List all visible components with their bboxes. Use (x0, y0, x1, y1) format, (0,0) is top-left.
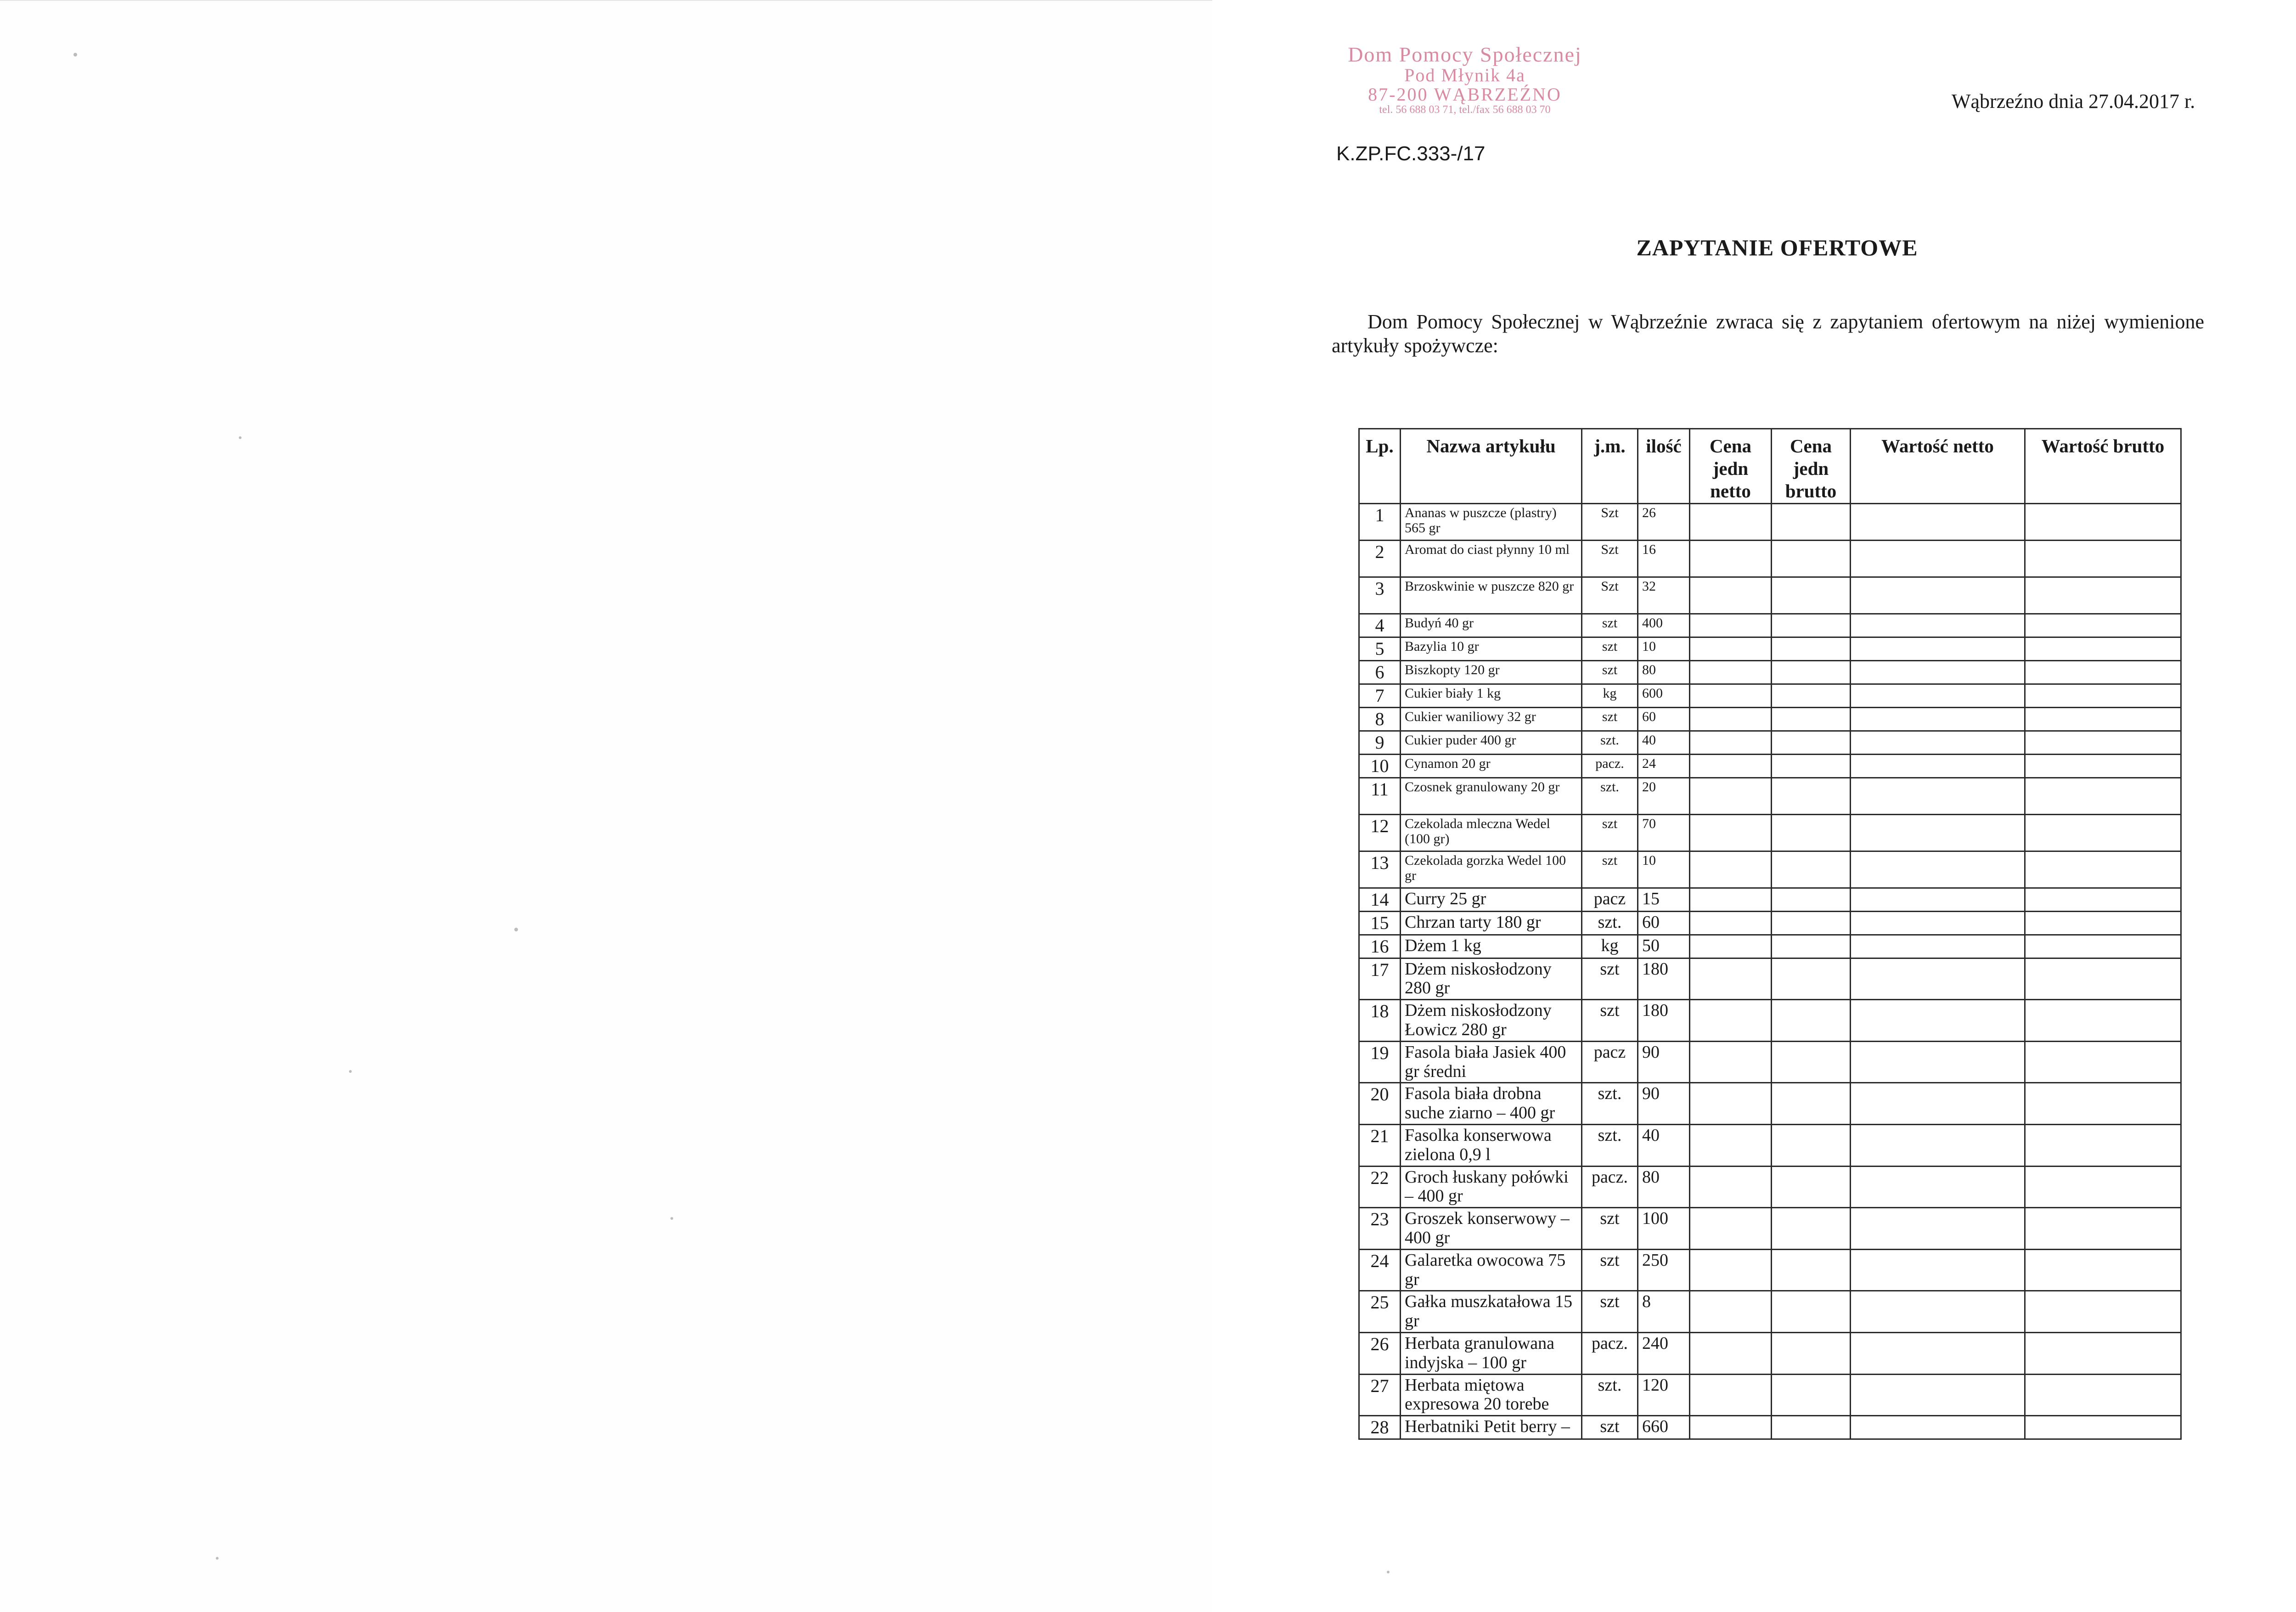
cell-value-net (1851, 851, 2025, 888)
stamp-line-3: 87-200 WĄBRZEŹNO (1368, 84, 1562, 105)
cell-lp: 4 (1359, 614, 1401, 637)
cell-lp: 9 (1359, 731, 1401, 754)
table-row (1359, 577, 2181, 614)
cell-value-net (1851, 778, 2025, 814)
cell-name: Herbata miętowa expresowa 20 torebe (1401, 1374, 1582, 1416)
document-title: ZAPYTANIE OFERTOWE (1636, 235, 1918, 260)
institution-stamp (1332, 44, 1598, 116)
cell-unit: kg (1582, 684, 1638, 707)
cell-value-net (1851, 684, 2025, 707)
cell-value-net (1851, 707, 2025, 731)
cell-unit-gross (1772, 851, 1851, 888)
cell-unit: szt. (1582, 731, 1638, 754)
cell-unit-net (1690, 754, 1772, 778)
header-value-gross: Wartość brutto (2025, 429, 2181, 504)
cell-unit-gross (1772, 814, 1851, 851)
cell-lp: 1 (1359, 503, 1401, 540)
cell-unit-gross (1772, 911, 1851, 935)
cell-name: Cukier biały 1 kg (1401, 684, 1582, 707)
cell-value-gross (2025, 1208, 2181, 1250)
cell-qty: 24 (1638, 754, 1690, 778)
cell-qty: 600 (1638, 684, 1690, 707)
cell-unit-net (1690, 614, 1772, 637)
cell-qty: 50 (1638, 935, 1690, 958)
cell-qty: 60 (1638, 707, 1690, 731)
cell-lp: 12 (1359, 814, 1401, 851)
cell-lp: 6 (1359, 660, 1401, 684)
cell-unit-gross (1772, 1291, 1851, 1333)
scan-speck (349, 1070, 352, 1073)
cell-unit-gross (1772, 1000, 1851, 1042)
header-unit: j.m. (1582, 429, 1638, 504)
cell-unit-net (1690, 1291, 1772, 1333)
cell-value-net (1851, 1208, 2025, 1250)
cell-qty: 180 (1638, 1000, 1690, 1042)
cell-value-net (1851, 1332, 2025, 1374)
table-row (1359, 935, 2181, 958)
cell-unit-net (1690, 958, 1772, 1000)
cell-value-gross (2025, 1291, 2181, 1333)
cell-unit-net (1690, 1124, 1772, 1166)
header-name: Nazwa artykułu (1401, 429, 1582, 504)
cell-unit-gross (1772, 1332, 1851, 1374)
cell-unit: szt. (1582, 1124, 1638, 1166)
cell-unit-net (1690, 731, 1772, 754)
cell-lp: 5 (1359, 637, 1401, 660)
cell-name: Cynamon 20 gr (1401, 754, 1582, 778)
cell-unit: szt. (1582, 778, 1638, 814)
cell-lp: 24 (1359, 1249, 1401, 1291)
cell-unit: szt (1582, 1416, 1638, 1439)
cell-name: Biszkopty 120 gr (1401, 660, 1582, 684)
scan-speck (239, 436, 242, 439)
cell-unit-net (1690, 851, 1772, 888)
cell-unit: szt (1582, 851, 1638, 888)
cell-name: Bazylia 10 gr (1401, 637, 1582, 660)
cell-name: Dżem niskosłodzony 280 gr (1401, 958, 1582, 1000)
cell-value-net (1851, 1124, 2025, 1166)
cell-qty: 250 (1638, 1249, 1690, 1291)
cell-value-gross (2025, 614, 2181, 637)
cell-unit-net (1690, 1083, 1772, 1125)
cell-value-net (1851, 1166, 2025, 1208)
cell-value-gross (2025, 1124, 2181, 1166)
cell-unit-gross (1772, 1249, 1851, 1291)
cell-name: Budyń 40 gr (1401, 614, 1582, 637)
cell-qty: 240 (1638, 1332, 1690, 1374)
cell-value-gross (2025, 935, 2181, 958)
cell-value-gross (2025, 1083, 2181, 1125)
cell-unit: pacz. (1582, 754, 1638, 778)
cell-qty: 15 (1638, 888, 1690, 911)
cell-unit-net (1690, 1000, 1772, 1042)
cell-value-gross (2025, 851, 2181, 888)
cell-name: Gałka muszkatałowa 15 gr (1401, 1291, 1582, 1333)
header-qty: ilość (1638, 429, 1690, 504)
table-row (1359, 503, 2181, 540)
cell-name: Curry 25 gr (1401, 888, 1582, 911)
cell-lp: 7 (1359, 684, 1401, 707)
cell-value-gross (2025, 660, 2181, 684)
cell-value-net (1851, 1291, 2025, 1333)
cell-value-gross (2025, 637, 2181, 660)
cell-value-gross (2025, 754, 2181, 778)
cell-qty: 90 (1638, 1041, 1690, 1083)
cell-value-net (1851, 814, 2025, 851)
cell-qty: 100 (1638, 1208, 1690, 1250)
cell-value-gross (2025, 1416, 2181, 1439)
header-unit-gross: Cena jedn brutto (1772, 429, 1851, 504)
cell-unit: szt (1582, 637, 1638, 660)
cell-value-net (1851, 577, 2025, 614)
cell-qty: 10 (1638, 851, 1690, 888)
cell-name: Aromat do ciast płynny 10 ml (1401, 540, 1582, 577)
cell-unit-gross (1772, 731, 1851, 754)
cell-value-gross (2025, 778, 2181, 814)
table-row (1359, 660, 2181, 684)
cell-unit-net (1690, 778, 1772, 814)
cell-value-gross (2025, 1000, 2181, 1042)
table-row (1359, 1249, 2181, 1291)
table-row (1359, 731, 2181, 754)
cell-lp: 26 (1359, 1332, 1401, 1374)
cell-lp: 20 (1359, 1083, 1401, 1125)
table-row (1359, 614, 2181, 637)
cell-value-gross (2025, 503, 2181, 540)
cell-unit-net (1690, 1249, 1772, 1291)
cell-value-net (1851, 1249, 2025, 1291)
cell-value-gross (2025, 684, 2181, 707)
scan-speck (73, 53, 77, 56)
cell-unit: szt (1582, 814, 1638, 851)
cell-qty: 16 (1638, 540, 1690, 577)
cell-unit-net (1690, 1166, 1772, 1208)
table-row (1359, 1374, 2181, 1416)
cell-unit-gross (1772, 1124, 1851, 1166)
offer-table (1358, 428, 2182, 1440)
cell-unit: szt (1582, 1000, 1638, 1042)
cell-lp: 13 (1359, 851, 1401, 888)
cell-qty: 70 (1638, 814, 1690, 851)
cell-name: Czekolada gorzka Wedel 100 gr (1401, 851, 1582, 888)
table-row (1359, 814, 2181, 851)
cell-unit: szt (1582, 958, 1638, 1000)
cell-name: Herbatniki Petit berry – (1401, 1416, 1582, 1439)
cell-name: Cukier waniliowy 32 gr (1401, 707, 1582, 731)
cell-unit-net (1690, 814, 1772, 851)
cell-lp: 16 (1359, 935, 1401, 958)
cell-value-gross (2025, 1166, 2181, 1208)
cell-unit: szt (1582, 1208, 1638, 1250)
cell-value-net (1851, 503, 2025, 540)
cell-value-net (1851, 614, 2025, 637)
cell-unit: szt (1582, 614, 1638, 637)
stamp-line-4: tel. 56 688 03 71, tel./fax 56 688 03 70 (1379, 104, 1551, 116)
cell-qty: 660 (1638, 1416, 1690, 1439)
table-row (1359, 540, 2181, 577)
cell-qty: 20 (1638, 778, 1690, 814)
cell-unit-gross (1772, 503, 1851, 540)
cell-value-net (1851, 660, 2025, 684)
table-row (1359, 754, 2181, 778)
header-unit-net: Cena jedn netto (1690, 429, 1772, 504)
cell-value-net (1851, 911, 2025, 935)
table-row (1359, 1416, 2181, 1439)
cell-name: Groch łuskany połówki – 400 gr (1401, 1166, 1582, 1208)
table-row (1359, 778, 2181, 814)
cell-value-net (1851, 958, 2025, 1000)
cell-value-net (1851, 888, 2025, 911)
cell-name: Cukier puder 400 gr (1401, 731, 1582, 754)
cell-unit-gross (1772, 540, 1851, 577)
cell-value-net (1851, 754, 2025, 778)
cell-unit: kg (1582, 935, 1638, 958)
cell-unit: szt (1582, 707, 1638, 731)
table-row (1359, 1124, 2181, 1166)
cell-qty: 80 (1638, 1166, 1690, 1208)
cell-qty: 180 (1638, 958, 1690, 1000)
cell-qty: 120 (1638, 1374, 1690, 1416)
cell-unit-net (1690, 1208, 1772, 1250)
cell-lp: 10 (1359, 754, 1401, 778)
cell-value-gross (2025, 911, 2181, 935)
cell-value-net (1851, 1041, 2025, 1083)
reference-number: K.ZP.FC.333-/17 (1336, 142, 1486, 165)
cell-qty: 26 (1638, 503, 1690, 540)
cell-unit-gross (1772, 637, 1851, 660)
cell-name: Fasola biała Jasiek 400 gr średni (1401, 1041, 1582, 1083)
cell-qty: 40 (1638, 731, 1690, 754)
cell-lp: 2 (1359, 540, 1401, 577)
cell-qty: 60 (1638, 911, 1690, 935)
cell-value-gross (2025, 731, 2181, 754)
cell-qty: 90 (1638, 1083, 1690, 1125)
table-header-row (1359, 429, 2181, 504)
cell-unit-net (1690, 1374, 1772, 1416)
cell-unit-net (1690, 684, 1772, 707)
scan-speck (670, 1217, 673, 1220)
cell-value-net (1851, 731, 2025, 754)
scan-speck (514, 928, 518, 931)
cell-name: Chrzan tarty 180 gr (1401, 911, 1582, 935)
cell-name: Dżem niskosłodzony Łowicz 280 gr (1401, 1000, 1582, 1042)
table-row (1359, 888, 2181, 911)
table-body (1359, 503, 2181, 1439)
cell-unit-gross (1772, 707, 1851, 731)
cell-unit: Szt (1582, 540, 1638, 577)
cell-qty: 80 (1638, 660, 1690, 684)
cell-value-net (1851, 1374, 2025, 1416)
cell-value-gross (2025, 958, 2181, 1000)
table-row (1359, 1166, 2181, 1208)
cell-unit: szt (1582, 660, 1638, 684)
cell-lp: 27 (1359, 1374, 1401, 1416)
cell-value-gross (2025, 814, 2181, 851)
cell-name: Brzoskwinie w puszcze 820 gr (1401, 577, 1582, 614)
cell-name: Groszek konserwowy – 400 gr (1401, 1208, 1582, 1250)
table-row (1359, 1000, 2181, 1042)
cell-unit: pacz (1582, 1041, 1638, 1083)
cell-value-net (1851, 540, 2025, 577)
scan-fold-line (0, 0, 1212, 1)
cell-unit-gross (1772, 754, 1851, 778)
table-row (1359, 707, 2181, 731)
cell-lp: 19 (1359, 1041, 1401, 1083)
cell-lp: 17 (1359, 958, 1401, 1000)
cell-name: Dżem 1 kg (1401, 935, 1582, 958)
scan-speck (216, 1557, 219, 1560)
cell-unit-gross (1772, 614, 1851, 637)
cell-unit-gross (1772, 1083, 1851, 1125)
cell-lp: 14 (1359, 888, 1401, 911)
table-row (1359, 1291, 2181, 1333)
cell-value-net (1851, 1083, 2025, 1125)
cell-unit-net (1690, 503, 1772, 540)
cell-lp: 25 (1359, 1291, 1401, 1333)
cell-qty: 32 (1638, 577, 1690, 614)
cell-unit-gross (1772, 958, 1851, 1000)
cell-unit-net (1690, 1416, 1772, 1439)
cell-unit: szt. (1582, 1374, 1638, 1416)
table-row (1359, 911, 2181, 935)
cell-value-net (1851, 1416, 2025, 1439)
table-row (1359, 958, 2181, 1000)
cell-unit-net (1690, 637, 1772, 660)
cell-unit: szt. (1582, 911, 1638, 935)
cell-value-gross (2025, 1249, 2181, 1291)
cell-name: Ananas w puszcze (plastry) 565 gr (1401, 503, 1582, 540)
cell-unit-gross (1772, 778, 1851, 814)
cell-value-gross (2025, 577, 2181, 614)
cell-value-gross (2025, 1041, 2181, 1083)
cell-unit: pacz. (1582, 1166, 1638, 1208)
cell-unit: pacz. (1582, 1332, 1638, 1374)
header-lp: Lp. (1359, 429, 1401, 504)
cell-unit-gross (1772, 1208, 1851, 1250)
header-value-net: Wartość netto (1851, 429, 2025, 504)
cell-value-gross (2025, 1332, 2181, 1374)
cell-unit: Szt (1582, 503, 1638, 540)
cell-unit: szt (1582, 1249, 1638, 1291)
scan-speck (1387, 1571, 1390, 1573)
cell-value-gross (2025, 888, 2181, 911)
cell-name: Fasola biała drobna suche ziarno – 400 gr (1401, 1083, 1582, 1125)
cell-value-net (1851, 637, 2025, 660)
cell-unit-gross (1772, 684, 1851, 707)
table-row (1359, 1332, 2181, 1374)
cell-value-gross (2025, 1374, 2181, 1416)
cell-unit: szt (1582, 1291, 1638, 1333)
cell-unit: Szt (1582, 577, 1638, 614)
table-row (1359, 1083, 2181, 1125)
cell-unit-gross (1772, 1416, 1851, 1439)
cell-lp: 21 (1359, 1124, 1401, 1166)
cell-unit-net (1690, 540, 1772, 577)
table-row (1359, 684, 2181, 707)
stamp-line-1: Dom Pomocy Społecznej (1348, 43, 1582, 66)
cell-unit-gross (1772, 1166, 1851, 1208)
cell-lp: 28 (1359, 1416, 1401, 1439)
cell-qty: 10 (1638, 637, 1690, 660)
cell-qty: 8 (1638, 1291, 1690, 1333)
table-row (1359, 1041, 2181, 1083)
cell-unit: pacz (1582, 888, 1638, 911)
cell-lp: 22 (1359, 1166, 1401, 1208)
cell-qty: 400 (1638, 614, 1690, 637)
cell-unit-net (1690, 577, 1772, 614)
cell-qty: 40 (1638, 1124, 1690, 1166)
cell-unit-gross (1772, 935, 1851, 958)
cell-unit-net (1690, 935, 1772, 958)
intro-paragraph: Dom Pomocy Społecznej w Wąbrzeźnie zwraca się z zapytaniem ofertowym na niżej wymienione artykuły spożywcze: (1332, 310, 2204, 357)
cell-unit-gross (1772, 888, 1851, 911)
cell-unit-net (1690, 660, 1772, 684)
cell-unit-gross (1772, 660, 1851, 684)
cell-name: Galaretka owocowa 75 gr (1401, 1249, 1582, 1291)
cell-unit-net (1690, 1332, 1772, 1374)
cell-lp: 23 (1359, 1208, 1401, 1250)
cell-unit-net (1690, 888, 1772, 911)
cell-name: Czosnek granulowany 20 gr (1401, 778, 1582, 814)
stamp-line-2: Pod Młynik 4a (1404, 65, 1525, 86)
cell-unit-gross (1772, 1041, 1851, 1083)
cell-unit-net (1690, 707, 1772, 731)
cell-lp: 3 (1359, 577, 1401, 614)
table-row (1359, 851, 2181, 888)
cell-unit-gross (1772, 577, 1851, 614)
cell-value-gross (2025, 707, 2181, 731)
table-row (1359, 1208, 2181, 1250)
cell-name: Czekolada mleczna Wedel (100 gr) (1401, 814, 1582, 851)
cell-unit: szt. (1582, 1083, 1638, 1125)
place-and-date: Wąbrzeźno dnia 27.04.2017 r. (1952, 90, 2195, 113)
cell-name: Herbata granulowana indyjska – 100 gr (1401, 1332, 1582, 1374)
cell-lp: 15 (1359, 911, 1401, 935)
cell-value-net (1851, 935, 2025, 958)
cell-unit-net (1690, 1041, 1772, 1083)
cell-unit-gross (1772, 1374, 1851, 1416)
cell-value-net (1851, 1000, 2025, 1042)
cell-lp: 11 (1359, 778, 1401, 814)
table-row (1359, 637, 2181, 660)
cell-unit-net (1690, 911, 1772, 935)
cell-name: Fasolka konserwowa zielona 0,9 l (1401, 1124, 1582, 1166)
cell-lp: 8 (1359, 707, 1401, 731)
cell-lp: 18 (1359, 1000, 1401, 1042)
cell-value-gross (2025, 540, 2181, 577)
